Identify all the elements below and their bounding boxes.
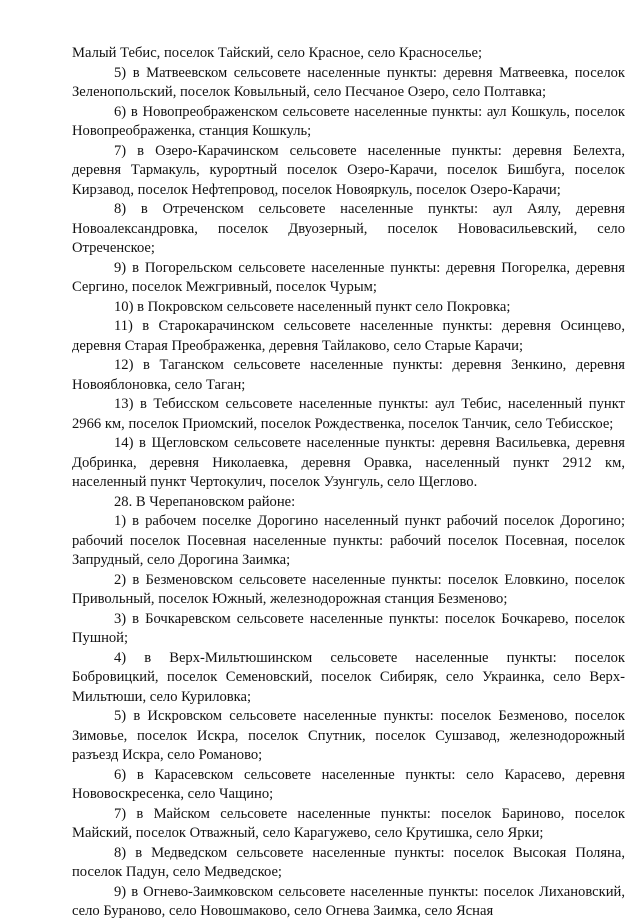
paragraph-item-9-ognevo-zaimkovsky: 9) в Огнево-Заимковском сельсовете населенные пункты: поселок Лихановский, село Бураново, село Новошмаково, село Огнева Заимка, село Ясная: [72, 883, 625, 919]
paragraph-item-5-matveevsky: 5) в Матвеевском сельсовете населенные пункты: деревня Матвеевка, поселок Зеленопольский, поселок Ковыльный, село Песчаное Озеро, село Полтавка;: [72, 64, 625, 100]
paragraph-item-5-iskrovsky: 5) в Искровском сельсовете населенные пункты: поселок Безменово, поселок Зимовье, поселок Искра, поселок Спутник, поселок Сушзавод, железнодорожный разъезд Искра, село Романово;: [72, 708, 625, 763]
paragraph-item-7-maysky: 7) в Майском сельсовете населенные пункты: поселок Бариново, поселок Майский, поселок Отважный, село Карагужево, село Крутишка, село Ярки;: [72, 805, 625, 841]
paragraph-item-10-pokrovsky: 10) в Покровском сельсовете населенный пункт село Покровка;: [114, 298, 511, 315]
paragraph-item-9-pogorelsky: 9) в Погорельском сельсовете населенные пункты: деревня Погорелка, деревня Сергино, поселок Межгривный, поселок Чурым;: [72, 259, 625, 295]
paragraph-item-11-starokarachinsky: 11) в Старокарачинском сельсовете населенные пункты: деревня Осинцево, деревня Старая Преображенка, деревня Тайлаково, село Старые Карачи;: [72, 318, 625, 354]
paragraph-item-8-otrechensky: 8) в Отреченском сельсовете населенные пункты: аул Аялу, деревня Новоалександровка, поселок Двуозерный, поселок Нововасильевский, село Отреченское;: [72, 201, 625, 256]
paragraph-item-3-bochkarevsky: 3) в Бочкаревском сельсовете населенные пункты: поселок Бочкарево, поселок Пушной;: [72, 610, 625, 646]
document-page: [72, 44, 625, 922]
paragraph-item-8-medvedsky: 8) в Медведском сельсовете населенные пункты: поселок Высокая Поляна, поселок Падун, село Медведское;: [72, 844, 625, 880]
paragraph-item-6-karasevsky: 6) в Карасевском сельсовете населенные пункты: село Карасево, деревня Нововоскресенка, село Чащино;: [72, 766, 625, 802]
paragraph-item-2-bezmenovsky: 2) в Безменовском сельсовете населенные пункты: поселок Еловкино, поселок Привольный, поселок Южный, железнодорожная станция Безменово;: [72, 571, 625, 607]
section-heading-28: 28. В Черепановском районе:: [114, 493, 296, 510]
paragraph-item-6-novopreobrazhensky: 6) в Новопреображенском сельсовете населенные пункты: аул Кошкуль, поселок Новопреображенка, станция Кошкуль;: [72, 103, 625, 139]
paragraph-item-14-shcheglovsky: 14) в Щегловском сельсовете населенные пункты: деревня Васильевка, деревня Добринка, деревня Николаевка, деревня Оравка, населенный пункт 2912 км, населенный пункт Чертокулич, поселок Узунгуль, село Щеглово.: [72, 435, 625, 490]
paragraph-item-12-tagansky: 12) в Таганском сельсовете населенные пункты: деревня Зенкино, деревня Новояблоновка, село Таган;: [72, 357, 625, 393]
paragraph-item-4-verkh-miltyushinsky: 4) в Верх-Мильтюшинском сельсовете населенные пункты: поселок Бобровицкий, поселок Семеновский, поселок Сибиряк, село Украинка, село Верх-Мильтюши, село Куриловка;: [72, 649, 625, 705]
paragraph-item-1-dorogino: 1) в рабочем поселке Дорогино населенный пункт рабочий поселок Дорогино; рабочий поселок Посевная населенные пункты: рабочий поселок Посевная, поселок Запрудный, село Дорогина Заимка;: [72, 513, 625, 568]
paragraph-continuation: Малый Тебис, поселок Тайский, село Красное, село Красноселье;: [72, 45, 483, 61]
paragraph-item-13-tebissky: 13) в Тебисском сельсовете населенные пункты: аул Тебис, населенный пункт 2966 км, поселок Приомский, поселок Рождественка, поселок Танчик, село Тебисское;: [72, 396, 625, 432]
paragraph-item-7-ozero-karachinsky: 7) в Озеро-Карачинском сельсовете населенные пункты: деревня Белехта, деревня Тармакуль, курортный поселок Озеро-Карачи, поселок Бишбуга, поселок Кирзавод, поселок Нефтепровод, поселок Новояркуль, поселок Озеро-Карачи;: [72, 142, 625, 198]
